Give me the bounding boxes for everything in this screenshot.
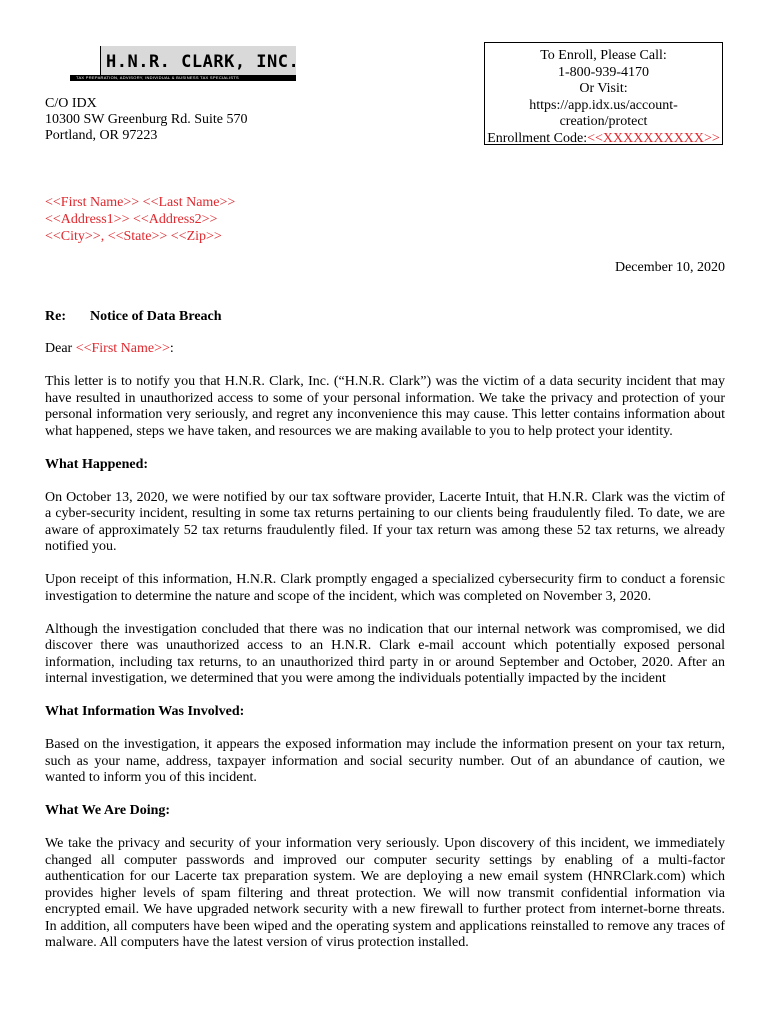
recipient-line1: <<First Name>> <<Last Name>> [45,195,236,210]
logo-company-name: H.N.R. CLARK, INC. [106,52,300,72]
paragraph-intro: This letter is to notify you that H.N.R. Clark, Inc. (“H.N.R. Clark”) was the victim of a data security incident that may have resulted in unauthorized access to some of your personal information. We take the privacy and protection of your personal information very seriously, and regret any inconvenience this may cause. This letter contains information about what happened, steps we have taken, and resources we are making available to you to help protect your identity. [45,374,725,439]
company-logo [70,46,300,80]
subject-label: Re: [45,309,66,324]
logo-divider [100,46,101,76]
enroll-visit-label: Or Visit: [579,81,628,96]
salutation [45,341,725,358]
logo-tagline [70,75,296,81]
subject-line [45,309,222,325]
return-address-line3: Portland, OR 97223 [45,128,158,143]
paragraph-what-happened-3: Although the investigation concluded that there was no indication that our internal network was compromised, we did discover there was unauthorized access to an H.N.R. Clark e-mail account which potentially exposed personal information, including tax returns, to an unauthorized third party in or around September and October, 2020. After an internal investigation, we determined that you were among the individuals potentially impacted by the incident [45,621,725,686]
enroll-code-label: Enrollment Code: [487,130,588,146]
enroll-phone: 1-800-939-4170 [558,64,649,80]
enroll-code-line [485,131,722,148]
enroll-code-value: <<XXXXXXXXXX>> [587,130,720,146]
paragraph-what-happened-2: Upon receipt of this information, H.N.R. Clark promptly engaged a specialized cybersecurity firm to conduct a forensic investigation to determine the nature and scope of the incident, which was completed on November 3, 2020. [45,572,725,604]
heading-what-happened: What Happened: [45,456,149,472]
letter-body [45,341,725,968]
heading-what-we-are-doing: What We Are Doing: [45,803,171,818]
enroll-url-line2: creation/protect [559,114,648,129]
paragraph-information-involved: Based on the investigation, it appears the exposed information may include the information present on your tax return, such as your name, address, taxpayer information and social security number. Out of an abundance of caution, we wanted to inform you of this incident. [45,737,725,785]
salutation-suffix: : [169,341,174,356]
return-address-line1: C/O IDX [45,96,97,111]
recipient-line3: <<City>>, <<State>> <<Zip>> [45,229,222,244]
enroll-call-label: To Enroll, Please Call: [540,48,667,63]
recipient-line2: <<Address1>> <<Address2>> [45,212,218,227]
return-address [45,96,247,144]
subject-text: Notice of Data Breach [90,309,222,324]
paragraph-what-we-are-doing: We take the privacy and security of your information very seriously. Upon discovery of this incident, we immediately changed all computer passwords and improved our computer security settings by enabling of a multi-factor authentication for our Lacerte tax preparation system. We are deploying a new email system (HNRClark.com) which provides higher levels of spam filtering and threat protection. We will now transmit confidential information via encrypted email. We have upgraded network security with a new firewall to further protect from internet-borne threats. In addition, all computers have been wiped and the operating system and applications reinstalled to remove any traces of malware. All computers have the latest version of virus protection installed. [45,836,725,950]
paragraph-what-happened-1: On October 13, 2020, we were notified by our tax software provider, Lacerte Intuit, that H.N.R. Clark was the victim of a cyber-security incident, resulting in some tax returns pertaining to our clients being fraudulently filed. To date, we are aware of approximately 52 tax returns fraudulently filed. If your tax return was among these 52 tax returns, we already notified you. [45,489,725,554]
enrollment-box [484,42,723,145]
recipient-address [45,194,235,245]
salutation-prefix: Dear [45,341,76,356]
enroll-url-line1: https://app.idx.us/account- [529,97,678,113]
logo-tagline-text: TAX PREPARATION, ADVISORY, INDIVIDUAL & BUSINESS TAX SPECIALISTS [76,75,240,80]
letter-date: December 10, 2020 [614,260,725,275]
heading-information-involved: What Information Was Involved: [45,704,245,719]
return-address-line2: 10300 SW Greenburg Rd. Suite 570 [45,112,248,127]
salutation-name: <<First Name>> [75,341,170,356]
